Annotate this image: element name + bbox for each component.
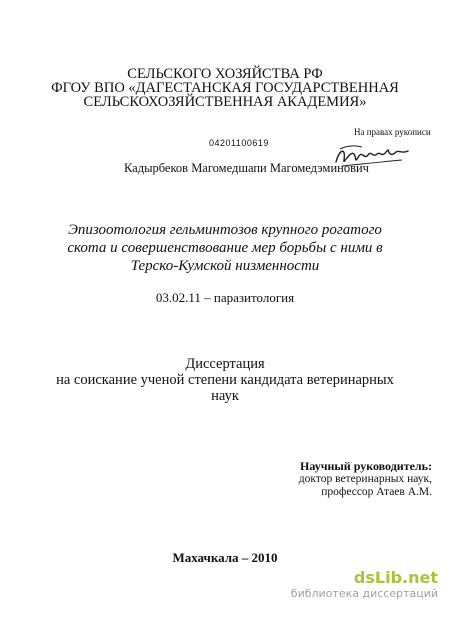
institution-line-1: ФГОУ ВПО «ДАГЕСТАНСКАЯ ГОСУДАРСТВЕННАЯ	[51, 80, 399, 96]
place-and-year: Махачкала – 2010	[172, 550, 278, 565]
supervisor-heading: Научный руководитель:	[300, 459, 432, 473]
institution-line-2: СЕЛЬСКОХОЗЯЙСТВЕННАЯ АКАДЕМИЯ»	[83, 94, 367, 110]
watermark	[291, 569, 438, 601]
dissertation-title-line-3: Терско-Кумской низменности	[130, 258, 320, 274]
dissertation-title-line-2: скота и совершенствование мер борьбы с ними в	[67, 240, 383, 256]
author-name: Кадырбеков Магомедшапи Магомедэминович	[124, 161, 369, 175]
specialty-code: 03.02.11 – паразитология	[155, 290, 295, 305]
degree-line-1: на соискание ученой степени кандидата ветеринарных	[56, 372, 394, 388]
document-type: Диссертация	[185, 356, 265, 372]
watermark-logo: dsLib.net	[353, 568, 438, 587]
supervisor-name: профессор Атаев А.М.	[321, 486, 432, 498]
registration-code: 04201100619	[209, 138, 269, 148]
supervisor-degree: доктор ветеринарных наук,	[298, 473, 432, 485]
watermark-subtitle: библиотека диссертаций	[290, 587, 438, 600]
degree-line-2: наук	[211, 388, 239, 404]
dissertation-title-line-1: Эпизоотология гельминтозов крупного рогатого	[68, 222, 382, 238]
rights-note: На правах рукописи	[354, 127, 431, 137]
ministry-line: СЕЛЬСКОГО ХОЗЯЙСТВА РФ	[127, 66, 323, 82]
